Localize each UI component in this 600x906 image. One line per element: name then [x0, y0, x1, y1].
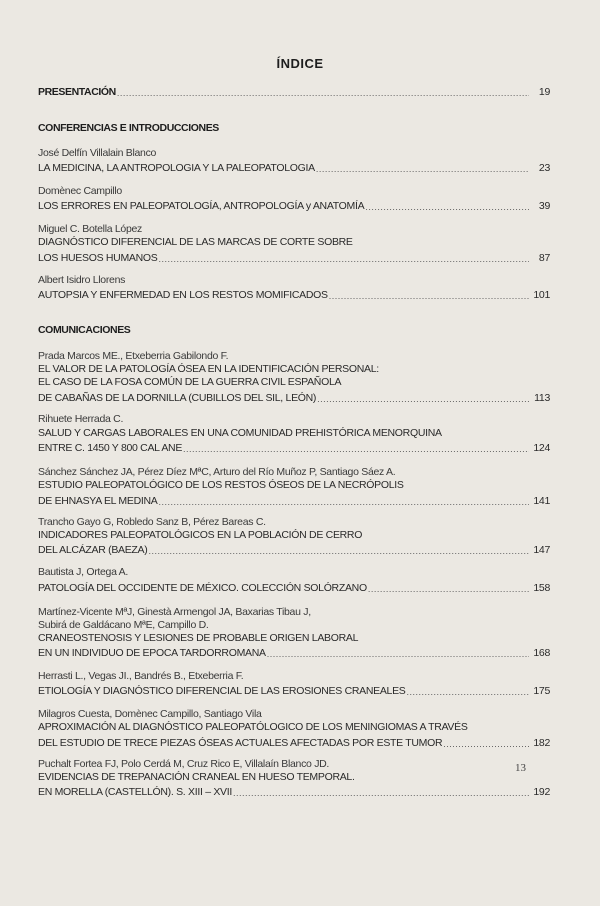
page-number: 158 [533, 582, 550, 594]
dot-leader [443, 739, 529, 749]
page-number: 113 [534, 392, 550, 404]
page-number: 87 [538, 252, 550, 264]
toc-entry [38, 542, 550, 556]
dot-leader [183, 444, 529, 454]
page-number: 101 [533, 289, 550, 301]
entry-authors: José Delfín Villalain Blanco [38, 147, 157, 159]
dot-leader [233, 788, 529, 798]
entry-authors: Domènec Campillo [38, 185, 122, 197]
section-heading-communications: COMUNICACIONES [38, 324, 131, 336]
entry-title-line: EL CASO DE LA FOSA COMÚN DE LA GUERRA CIVIL ESPAÑOLA [38, 376, 342, 388]
toc-entry [38, 735, 550, 749]
entry-title-line: DIAGNÓSTICO DIFERENCIAL DE LAS MARCAS DE CORTE SOBRE [38, 236, 353, 248]
page-number: 19 [538, 86, 550, 98]
toc-entry-presentation [38, 84, 550, 98]
entry-title: LOS HUESOS HUMANOS [38, 252, 158, 264]
toc-entry [38, 580, 550, 594]
toc-entry [38, 645, 550, 659]
entry-title-line: EVIDENCIAS DE TREPANACIÓN CRANEAL EN HUESO TEMPORAL. [38, 771, 355, 783]
toc-entry [38, 683, 550, 697]
entry-title: ETIOLOGÍA Y DIAGNÓSTICO DIFERENCIAL DE LAS EROSIONES CRANEALES [38, 685, 406, 697]
toc-entry [38, 493, 550, 507]
toc-entry [38, 198, 550, 212]
dot-leader [368, 584, 529, 594]
dot-leader [406, 687, 529, 697]
entry-authors: Trancho Gayo G, Robledo Sanz B, Pérez Bareas C. [38, 516, 266, 528]
entry-title-line: ESTUDIO PALEOPATOLÓGICO DE LOS RESTOS ÓSEOS DE LA NECRÓPOLIS [38, 479, 404, 491]
entry-authors: Rihuete Herrada C. [38, 413, 124, 425]
entry-title: DE EHNASYA EL MEDINA [38, 495, 158, 507]
dot-leader [158, 254, 529, 264]
folio-page-number: 13 [515, 762, 526, 774]
toc-entry [38, 160, 550, 174]
entry-authors: Bautista J, Ortega A. [38, 566, 128, 578]
entry-title-line: INDICADORES PALEOPATOLÓGICOS EN LA POBLACIÓN DE CERRO [38, 529, 363, 541]
page-number: 23 [538, 162, 550, 174]
page-title: ÍNDICE [276, 56, 324, 71]
page-number: 124 [533, 442, 550, 454]
toc-entry [38, 287, 550, 301]
dot-leader [267, 649, 529, 659]
page-number: 168 [533, 647, 550, 659]
entry-title: DEL ALCÁZAR (BAEZA) [38, 544, 148, 556]
dot-leader [117, 88, 529, 98]
entry-title: EN UN INDIVIDUO DE EPOCA TARDORROMANA [38, 647, 266, 659]
entry-title: PRESENTACIÓN [38, 86, 116, 98]
entry-authors: Milagros Cuesta, Domènec Campillo, Santiago Vila [38, 708, 262, 720]
entry-title-line: APROXIMACIÓN AL DIAGNÓSTICO PALEOPATÓLOGICO DE LOS MENINGIOMAS A TRAVÉS [38, 721, 468, 733]
entry-title: ENTRE C. 1450 Y 800 CAL ANE [38, 442, 183, 454]
entry-authors: Sánchez Sánchez JA, Pérez Díez MªC, Arturo del Río Muñoz P, Santiago Sáez A. [38, 466, 396, 478]
entry-title: DEL ESTUDIO DE TRECE PIEZAS ÓSEAS ACTUALES AFECTADAS POR ESTE TUMOR [38, 737, 443, 749]
entry-authors: Martínez-Vicente MªJ, Ginestà Armengol JA, Baxarias Tibau J, [38, 606, 311, 618]
entry-title-line: SALUD Y CARGAS LABORALES EN UNA COMUNIDAD PREHISTÓRICA MENORQUINA [38, 427, 442, 439]
entry-authors: Miguel C. Botella López [38, 223, 142, 235]
page-number: 192 [533, 786, 550, 798]
entry-authors: Subirá de Galdácano MªE, Campillo D. [38, 619, 209, 631]
entry-title: LA MEDICINA, LA ANTROPOLOGIA Y LA PALEOPATOLOGIA [38, 162, 315, 174]
dot-leader [148, 546, 529, 556]
dot-leader [158, 497, 529, 507]
entry-title: PATOLOGÍA DEL OCCIDENTE DE MÉXICO. COLECCIÓN SOLÓRZANO [38, 582, 367, 594]
entry-authors: Albert Isidro Llorens [38, 274, 126, 286]
page-number: 39 [538, 200, 550, 212]
page-number: 141 [533, 495, 550, 507]
page-number: 147 [533, 544, 550, 556]
dot-leader [316, 164, 529, 174]
entry-title: DE CABAÑAS DE LA DORNILLA (CUBILLOS DEL SIL, LEÓN) [38, 392, 317, 404]
entry-title: EN MORELLA (CASTELLÓN). S. XIII – XVII [38, 786, 232, 798]
page-number: 182 [533, 737, 550, 749]
dot-leader [365, 202, 529, 212]
entry-title-line: EL VALOR DE LA PATOLOGÍA ÓSEA EN LA IDENTIFICACIÓN PERSONAL: [38, 363, 379, 375]
page-number: 175 [533, 685, 550, 697]
entry-title-line: CRANEOSTENOSIS Y LESIONES DE PROBABLE ORIGEN LABORAL [38, 632, 359, 644]
toc-entry [38, 250, 550, 264]
entry-title: AUTOPSIA Y ENFERMEDAD EN LOS RESTOS MOMIFICADOS [38, 289, 328, 301]
section-heading-conferences: CONFERENCIAS E INTRODUCCIONES [38, 122, 219, 134]
entry-authors: Puchalt Fortea FJ, Polo Cerdá M, Cruz Rico E, Villalaín Blanco JD. [38, 758, 330, 770]
entry-title: LOS ERRORES EN PALEOPATOLOGÍA, ANTROPOLOGÍA y ANATOMÍA [38, 200, 365, 212]
entry-authors: Prada Marcos ME., Etxeberria Gabilondo F. [38, 350, 229, 362]
dot-leader [329, 291, 529, 301]
toc-entry [38, 440, 550, 454]
toc-entry [38, 390, 550, 404]
entry-authors: Herrasti L., Vegas JI., Bandrés B., Etxeberria F. [38, 670, 244, 682]
dot-leader [317, 394, 529, 404]
toc-entry [38, 784, 550, 798]
